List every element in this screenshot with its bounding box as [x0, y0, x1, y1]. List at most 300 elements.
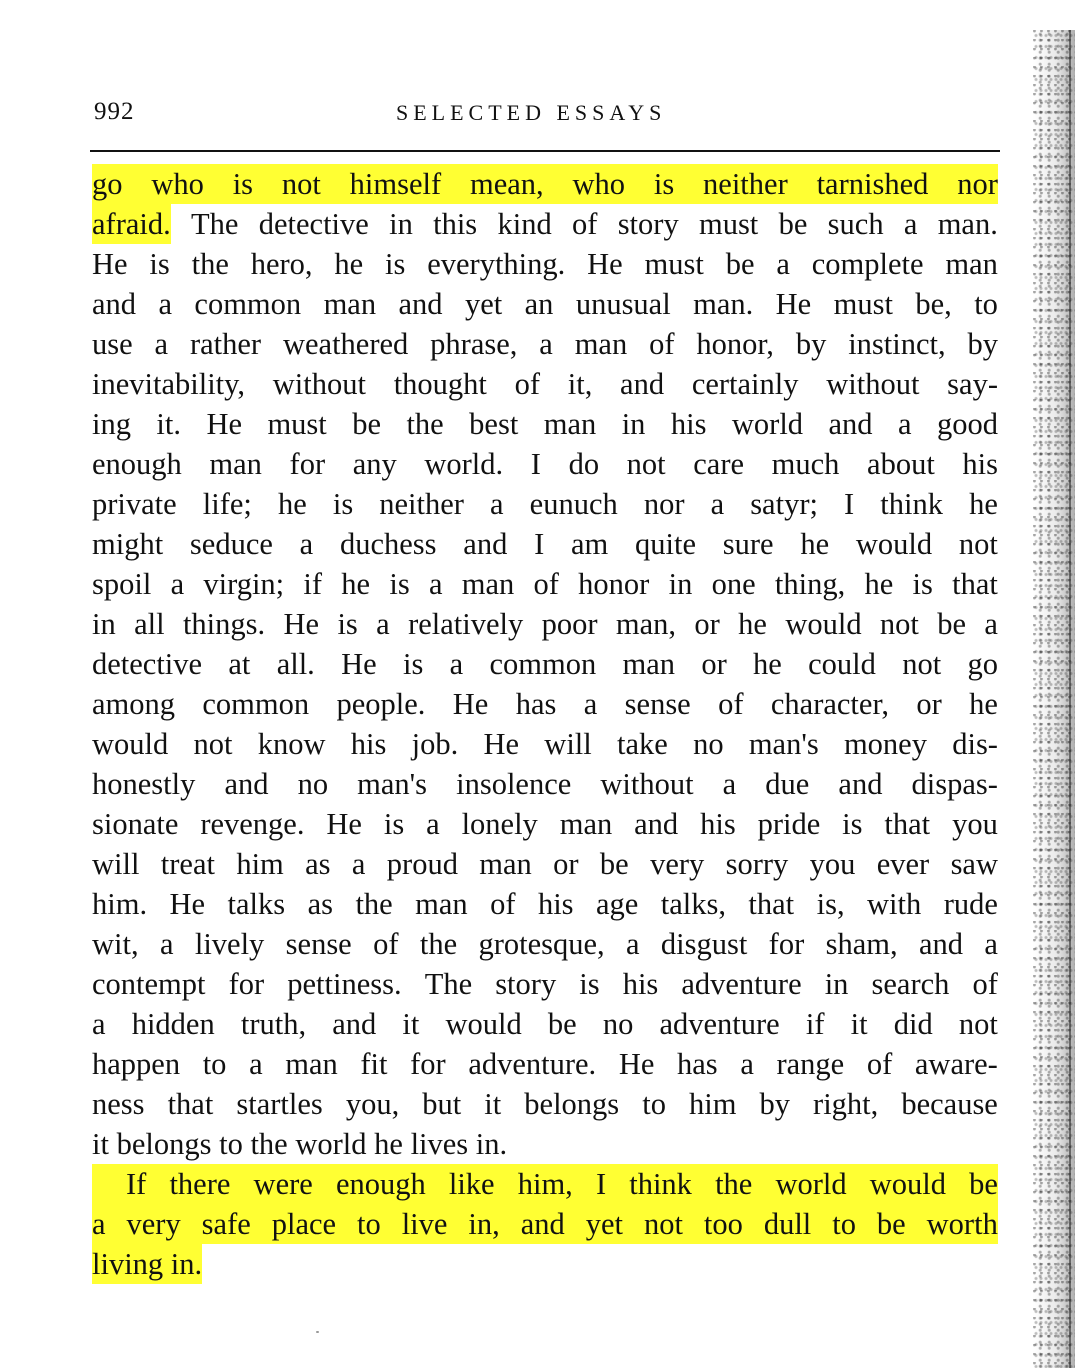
- word: age: [595, 887, 639, 921]
- word: a: [903, 207, 918, 241]
- word: man's: [357, 767, 428, 801]
- word: about: [867, 447, 935, 481]
- word: honestly: [92, 767, 196, 801]
- word: and: [224, 767, 269, 801]
- word: and: [332, 1007, 377, 1041]
- word: for: [289, 447, 326, 481]
- word: insolence: [456, 767, 572, 801]
- word: nor: [643, 487, 685, 521]
- word: know: [257, 727, 326, 761]
- word: man: [285, 1047, 338, 1081]
- word: revenge.: [200, 807, 305, 841]
- word: story: [495, 967, 557, 1001]
- word: honor,: [696, 327, 774, 361]
- word: a: [426, 807, 440, 841]
- word: of: [533, 567, 559, 601]
- word: very: [127, 1204, 181, 1244]
- word: private: [92, 487, 177, 521]
- word: of: [718, 687, 744, 721]
- word: him: [689, 1087, 737, 1121]
- word: you: [952, 807, 998, 841]
- word: by: [967, 327, 998, 361]
- word: to: [974, 287, 998, 321]
- word: by: [759, 1087, 790, 1121]
- word: man: [479, 847, 532, 881]
- word: as: [305, 847, 331, 881]
- text-line: [92, 684, 998, 724]
- text-line: [92, 524, 998, 564]
- word: a: [897, 407, 912, 441]
- word: of: [571, 207, 598, 241]
- word: he: [341, 567, 371, 601]
- word: afraid.: [92, 204, 171, 244]
- word: poor: [541, 607, 598, 641]
- word: relatively: [408, 607, 524, 641]
- word: of: [514, 367, 541, 401]
- word: ness: [92, 1087, 145, 1121]
- word: He: [169, 887, 206, 921]
- word: phrase,: [430, 327, 518, 361]
- word: must: [698, 207, 759, 241]
- word: best: [469, 407, 519, 441]
- word: He: [326, 807, 362, 841]
- word: man.: [693, 287, 754, 321]
- word: happen: [92, 1047, 181, 1081]
- word: talks: [227, 887, 286, 921]
- word: proud: [386, 847, 458, 881]
- text-line: [92, 724, 998, 764]
- word: think: [880, 487, 943, 521]
- word: safe: [202, 1204, 251, 1244]
- word: detective: [258, 207, 369, 241]
- word: he: [969, 687, 998, 721]
- word: it: [850, 1007, 868, 1041]
- word: he: [864, 567, 894, 601]
- word: saw: [950, 847, 998, 881]
- word: is: [337, 607, 358, 641]
- word: is: [332, 487, 354, 521]
- word: will: [544, 727, 592, 761]
- word: you,: [345, 1087, 400, 1121]
- word: dispas-: [911, 767, 998, 801]
- text-line: [92, 1004, 998, 1044]
- word: common: [489, 647, 597, 681]
- text-line: [92, 604, 998, 644]
- word: He: [587, 247, 623, 281]
- word: is: [389, 567, 410, 601]
- text-line: [92, 1124, 998, 1164]
- word: detective: [92, 647, 203, 681]
- word: honor: [578, 567, 650, 601]
- text-line: [92, 244, 998, 284]
- word: it,: [567, 367, 593, 401]
- word: a: [170, 567, 185, 601]
- word: If: [126, 1164, 146, 1204]
- word: a: [722, 767, 737, 801]
- word: yet: [586, 1204, 623, 1244]
- text-line: [92, 1244, 998, 1284]
- word: thing,: [774, 567, 846, 601]
- word: be: [599, 847, 629, 881]
- word: you: [809, 847, 856, 881]
- word: The: [424, 967, 473, 1001]
- word: and: [918, 927, 963, 961]
- word: startles: [236, 1087, 323, 1121]
- word: for: [410, 1047, 446, 1081]
- word: not: [879, 607, 919, 641]
- word: not: [958, 1007, 998, 1041]
- word: He: [341, 647, 377, 681]
- word: a: [154, 327, 169, 361]
- word: could: [808, 647, 876, 681]
- word: because: [901, 1087, 998, 1121]
- word: to: [219, 1127, 251, 1161]
- word: if: [805, 1007, 825, 1041]
- word: nor: [957, 164, 998, 204]
- word: the: [715, 1164, 752, 1204]
- word: he: [800, 527, 830, 561]
- word: his: [962, 447, 998, 481]
- word: a: [539, 327, 553, 361]
- text-line: [92, 924, 998, 964]
- word: pettiness.: [287, 967, 402, 1001]
- word: eunuch: [529, 487, 618, 521]
- word: be: [937, 607, 967, 641]
- word: right,: [813, 1087, 879, 1121]
- word: any: [352, 447, 397, 481]
- word: am: [571, 527, 609, 561]
- word: I: [534, 527, 545, 561]
- word: adventure.: [468, 1047, 597, 1081]
- word: a: [626, 927, 640, 961]
- word: sure: [722, 527, 774, 561]
- word: a: [376, 607, 390, 641]
- essay-text: [92, 164, 998, 1284]
- word: in: [824, 967, 849, 1001]
- word: who: [573, 164, 626, 204]
- word: might: [92, 527, 164, 561]
- word: lonely: [461, 807, 538, 841]
- word: he: [374, 1127, 411, 1161]
- word: adventure: [659, 1007, 780, 1041]
- word: satyr;: [750, 487, 818, 521]
- word: a: [159, 927, 174, 961]
- word: or: [694, 607, 720, 641]
- word: grotesque,: [478, 927, 605, 961]
- word: world.: [424, 447, 504, 481]
- word: very: [650, 847, 705, 881]
- text-line: [92, 364, 998, 404]
- text-line: [92, 204, 998, 244]
- word: sense: [285, 927, 352, 961]
- word: must: [267, 407, 327, 441]
- word: man: [461, 567, 515, 601]
- word: duchess: [339, 527, 437, 561]
- word: is: [579, 967, 600, 1001]
- word: range: [776, 1047, 845, 1081]
- word: he: [738, 607, 767, 641]
- word: him.: [92, 887, 148, 921]
- word: he: [277, 487, 307, 521]
- word: of: [490, 887, 516, 921]
- word: wit,: [92, 927, 139, 961]
- word: spoil: [92, 567, 152, 601]
- word: due: [765, 767, 810, 801]
- word: without: [272, 367, 366, 401]
- word: disgust: [660, 927, 748, 961]
- word: story: [617, 207, 679, 241]
- word: of: [649, 327, 675, 361]
- word: He: [92, 247, 128, 281]
- word: dis-: [952, 727, 998, 761]
- word: life;: [202, 487, 252, 521]
- word: in: [92, 607, 116, 641]
- text-line: [92, 484, 998, 524]
- word: rude: [943, 887, 998, 921]
- word: world: [295, 1127, 375, 1161]
- word: would: [855, 527, 933, 561]
- word: truth,: [240, 1007, 307, 1041]
- word: lives: [410, 1127, 476, 1161]
- word: character,: [770, 687, 890, 721]
- word: among: [92, 687, 176, 721]
- word: it: [484, 1087, 502, 1121]
- word: worth: [927, 1204, 998, 1244]
- word: aware-: [914, 1047, 998, 1081]
- word: in: [621, 407, 646, 441]
- word: would: [445, 1007, 522, 1041]
- word: man: [559, 807, 613, 841]
- word: man: [945, 247, 998, 281]
- word: he: [334, 247, 364, 281]
- text-line: [92, 804, 998, 844]
- word: a: [299, 527, 314, 561]
- word: think: [629, 1164, 692, 1204]
- word: it.: [156, 407, 181, 441]
- word: for: [228, 967, 265, 1001]
- word: adventure: [681, 967, 802, 1001]
- word: is: [654, 164, 674, 204]
- word: to: [642, 1087, 666, 1121]
- word: the: [355, 887, 393, 921]
- word: do: [568, 447, 600, 481]
- word: and: [92, 287, 137, 321]
- word: the: [250, 1127, 296, 1161]
- word: a: [710, 487, 725, 521]
- word: place: [272, 1204, 336, 1244]
- word: like: [449, 1164, 495, 1204]
- text-line: [92, 1044, 998, 1084]
- word: were: [254, 1164, 313, 1204]
- word: is: [385, 247, 406, 281]
- word: a: [740, 1047, 754, 1081]
- word: is: [402, 647, 424, 681]
- text-line: [92, 284, 998, 324]
- word: has: [515, 687, 557, 721]
- word: rather: [189, 327, 262, 361]
- word: his: [700, 807, 736, 841]
- word: not: [282, 164, 321, 204]
- word: for: [768, 927, 805, 961]
- word: complete: [811, 247, 924, 281]
- word: is,: [816, 887, 845, 921]
- word: I: [844, 487, 855, 521]
- word: use: [92, 327, 133, 361]
- word: man's: [748, 727, 819, 761]
- word: has: [677, 1047, 718, 1081]
- word: job.: [411, 727, 459, 761]
- word: his: [350, 727, 387, 761]
- word: inevitability,: [92, 367, 246, 401]
- word: seduce: [189, 527, 273, 561]
- word: instinct,: [848, 327, 946, 361]
- word: He: [618, 1047, 655, 1081]
- word: thought: [393, 367, 487, 401]
- word: no: [297, 767, 329, 801]
- text-line: [92, 1084, 998, 1124]
- word: virgin;: [203, 567, 285, 601]
- word: be: [778, 207, 808, 241]
- word: by: [795, 327, 827, 361]
- word: this: [433, 207, 478, 241]
- word: in.: [171, 1244, 202, 1284]
- word: a: [428, 567, 443, 601]
- word: weathered: [282, 327, 409, 361]
- word: him: [236, 847, 284, 881]
- word: world: [731, 407, 804, 441]
- word: will: [92, 847, 140, 881]
- header-rule: [90, 150, 1000, 152]
- word: all.: [276, 647, 315, 681]
- word: to: [357, 1204, 381, 1244]
- word: The: [191, 207, 239, 241]
- word: but: [422, 1087, 462, 1121]
- word: that: [167, 1087, 214, 1121]
- word: would: [785, 607, 862, 641]
- text-line: [92, 844, 998, 884]
- word: not: [958, 527, 998, 561]
- running-head: [90, 98, 998, 138]
- word: and: [620, 367, 665, 401]
- word: to: [202, 1047, 227, 1081]
- word: a: [490, 487, 504, 521]
- word: of: [972, 967, 998, 1001]
- word: common: [194, 287, 302, 321]
- word: there: [169, 1164, 230, 1204]
- word: belongs: [116, 1127, 220, 1161]
- word: mean,: [470, 164, 544, 204]
- word: kind: [497, 207, 552, 241]
- word: world: [775, 1164, 846, 1204]
- word: treat: [160, 847, 215, 881]
- word: a: [984, 927, 998, 961]
- word: a: [158, 287, 172, 321]
- word: be: [969, 1164, 998, 1204]
- word: dull: [764, 1204, 811, 1244]
- word: fit: [360, 1047, 388, 1081]
- word: himself: [350, 164, 442, 204]
- word: people.: [336, 687, 426, 721]
- text-line: [92, 324, 998, 364]
- word: a: [92, 1204, 106, 1244]
- word: his: [537, 887, 574, 921]
- word: it: [92, 1127, 117, 1161]
- word: is: [233, 164, 253, 204]
- page-gutter-line: [1069, 30, 1071, 1368]
- word: things.: [182, 607, 266, 641]
- word: I: [530, 447, 541, 481]
- word: without: [600, 767, 694, 801]
- word: an: [524, 287, 554, 321]
- word: not: [902, 647, 942, 681]
- text-line: [92, 644, 998, 684]
- word: man,: [615, 607, 677, 641]
- word: certainly: [691, 367, 799, 401]
- text-line: [92, 764, 998, 804]
- word: in,: [468, 1204, 499, 1244]
- word: without: [826, 367, 920, 401]
- word: a: [984, 607, 998, 641]
- word: be: [352, 407, 382, 441]
- word: sham,: [825, 927, 898, 961]
- word: live: [402, 1204, 448, 1244]
- word: quite: [635, 527, 697, 561]
- word: good: [936, 407, 998, 441]
- word: tarnished: [817, 164, 929, 204]
- word: ing: [92, 407, 131, 441]
- word: the: [419, 927, 458, 961]
- word: everything.: [427, 247, 566, 281]
- word: unusual: [575, 287, 671, 321]
- word: be,: [915, 287, 952, 321]
- word: or: [553, 847, 579, 881]
- word: belongs: [524, 1087, 620, 1121]
- word: talks,: [660, 887, 726, 921]
- word: a: [249, 1047, 263, 1081]
- word: or: [701, 647, 727, 681]
- word: I: [596, 1164, 606, 1204]
- word: at: [228, 647, 251, 681]
- scan-speck: [316, 1331, 319, 1333]
- word: and: [398, 287, 443, 321]
- word: would: [92, 727, 169, 761]
- word: him,: [518, 1164, 573, 1204]
- word: much: [771, 447, 840, 481]
- word: is: [842, 807, 863, 841]
- page-number: 992: [94, 98, 135, 125]
- word: is: [149, 247, 170, 281]
- word: money: [843, 727, 927, 761]
- word: search: [871, 967, 950, 1001]
- word: and: [521, 1204, 565, 1244]
- word: must: [644, 247, 704, 281]
- word: be: [877, 1204, 906, 1244]
- word: he: [753, 647, 782, 681]
- word: enough: [336, 1164, 426, 1204]
- word: He: [483, 727, 520, 761]
- word: his: [670, 407, 707, 441]
- word: no: [602, 1007, 634, 1041]
- word: living: [92, 1244, 171, 1284]
- word: man: [209, 447, 262, 481]
- word: a: [92, 1007, 106, 1041]
- word: not: [626, 447, 666, 481]
- word: with: [867, 887, 922, 921]
- word: He: [775, 287, 812, 321]
- word: that: [884, 807, 931, 841]
- word: man.: [937, 207, 998, 241]
- word: is: [383, 807, 405, 841]
